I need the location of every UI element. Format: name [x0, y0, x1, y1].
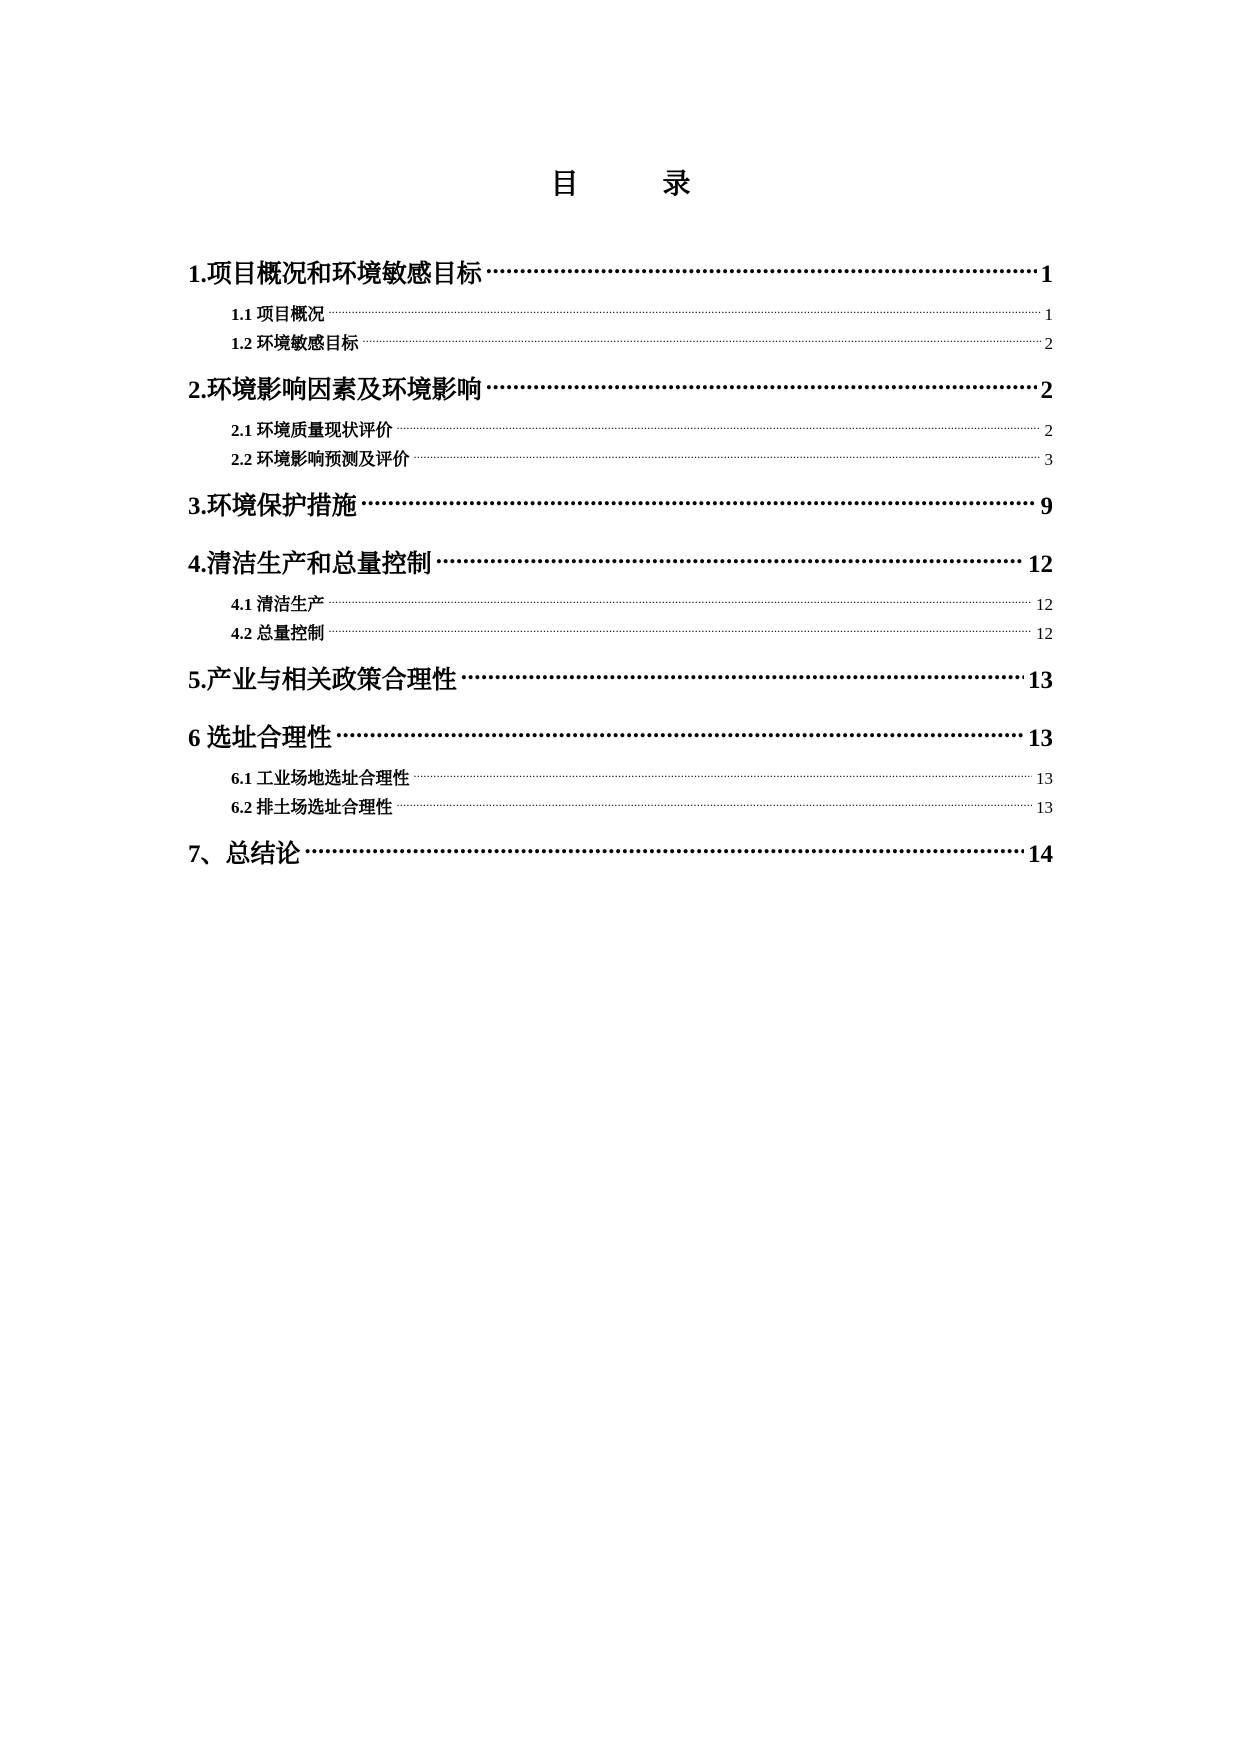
- toc-leader-dots: [486, 368, 1037, 398]
- toc-entry-label: 7、总结论: [188, 841, 301, 868]
- toc-entry[interactable]: [231, 298, 1053, 324]
- toc-entry[interactable]: [231, 762, 1053, 788]
- toc-entry[interactable]: [188, 542, 1053, 578]
- toc-entry-label: 6 选址合理性: [188, 725, 332, 752]
- toc-entry[interactable]: [188, 252, 1053, 288]
- toc-entry-label: 6.2 排土场选址合理性: [231, 798, 393, 817]
- toc-entry[interactable]: [231, 443, 1053, 469]
- toc-leader-dots: [461, 658, 1024, 688]
- toc-leader-dots: [397, 791, 1033, 813]
- toc-entry-page: 2: [1044, 334, 1053, 353]
- toc-entry-page: 2: [1040, 377, 1053, 404]
- toc-entry[interactable]: [231, 617, 1053, 643]
- toc-leader-dots: [397, 414, 1041, 436]
- toc-entry[interactable]: [188, 716, 1053, 752]
- toc-leader-dots: [305, 832, 1024, 862]
- toc-entry-page: 13: [1028, 667, 1053, 694]
- toc-entry[interactable]: [188, 832, 1053, 868]
- toc-entry[interactable]: [231, 588, 1053, 614]
- toc-entry-page: 14: [1028, 841, 1053, 868]
- toc-leader-dots: [329, 617, 1033, 639]
- toc-entry-label: 4.1 清洁生产: [231, 595, 325, 614]
- toc-entry-page: 12: [1036, 595, 1053, 614]
- toc-leader-dots: [329, 588, 1033, 610]
- toc-entry-label: 4.2 总量控制: [231, 624, 325, 643]
- toc-entry-label: 4.清洁生产和总量控制: [188, 551, 432, 578]
- toc-entry-label: 3.环境保护措施: [188, 493, 357, 520]
- toc-entry-label: 5.产业与相关政策合理性: [188, 667, 457, 694]
- toc-leader-dots: [329, 298, 1041, 320]
- toc-entry-label: 6.1 工业场地选址合理性: [231, 769, 410, 788]
- toc-entry-page: 1: [1044, 305, 1053, 324]
- toc-entry-label: 2.环境影响因素及环境影响: [188, 377, 482, 404]
- toc-leader-dots: [436, 542, 1024, 572]
- toc-entry[interactable]: [188, 368, 1053, 404]
- toc-entry-label: 1.2 环境敏感目标: [231, 334, 359, 353]
- toc-entry-page: 12: [1036, 624, 1053, 643]
- toc-entry[interactable]: [188, 484, 1053, 520]
- toc-entry-label: 2.1 环境质量现状评价: [231, 421, 393, 440]
- toc-leader-dots: [336, 716, 1024, 746]
- toc-entry-page: 13: [1036, 769, 1053, 788]
- toc-entry[interactable]: [231, 327, 1053, 353]
- toc-entry[interactable]: [231, 414, 1053, 440]
- toc-entry-page: 13: [1028, 725, 1053, 752]
- toc-entry-label: 2.2 环境影响预测及评价: [231, 450, 410, 469]
- toc-entry[interactable]: [188, 658, 1053, 694]
- toc-entry-page: 12: [1028, 551, 1053, 578]
- toc-entry-page: 2: [1044, 421, 1053, 440]
- toc-leader-dots: [414, 762, 1033, 784]
- toc-entry-page: 1: [1040, 261, 1053, 288]
- toc-leader-dots: [486, 252, 1037, 282]
- toc-leader-dots: [414, 443, 1041, 465]
- toc-leader-dots: [361, 484, 1037, 514]
- toc-leader-dots: [363, 327, 1041, 349]
- toc-entry[interactable]: [231, 791, 1053, 817]
- toc-entry-label: 1.1 项目概况: [231, 305, 325, 324]
- toc-entry-page: 3: [1044, 450, 1053, 469]
- toc-entry-label: 1.项目概况和环境敏感目标: [188, 261, 482, 288]
- toc-entry-page: 9: [1040, 493, 1053, 520]
- toc-title: 目 录: [550, 169, 719, 200]
- toc-entry-page: 13: [1036, 798, 1053, 817]
